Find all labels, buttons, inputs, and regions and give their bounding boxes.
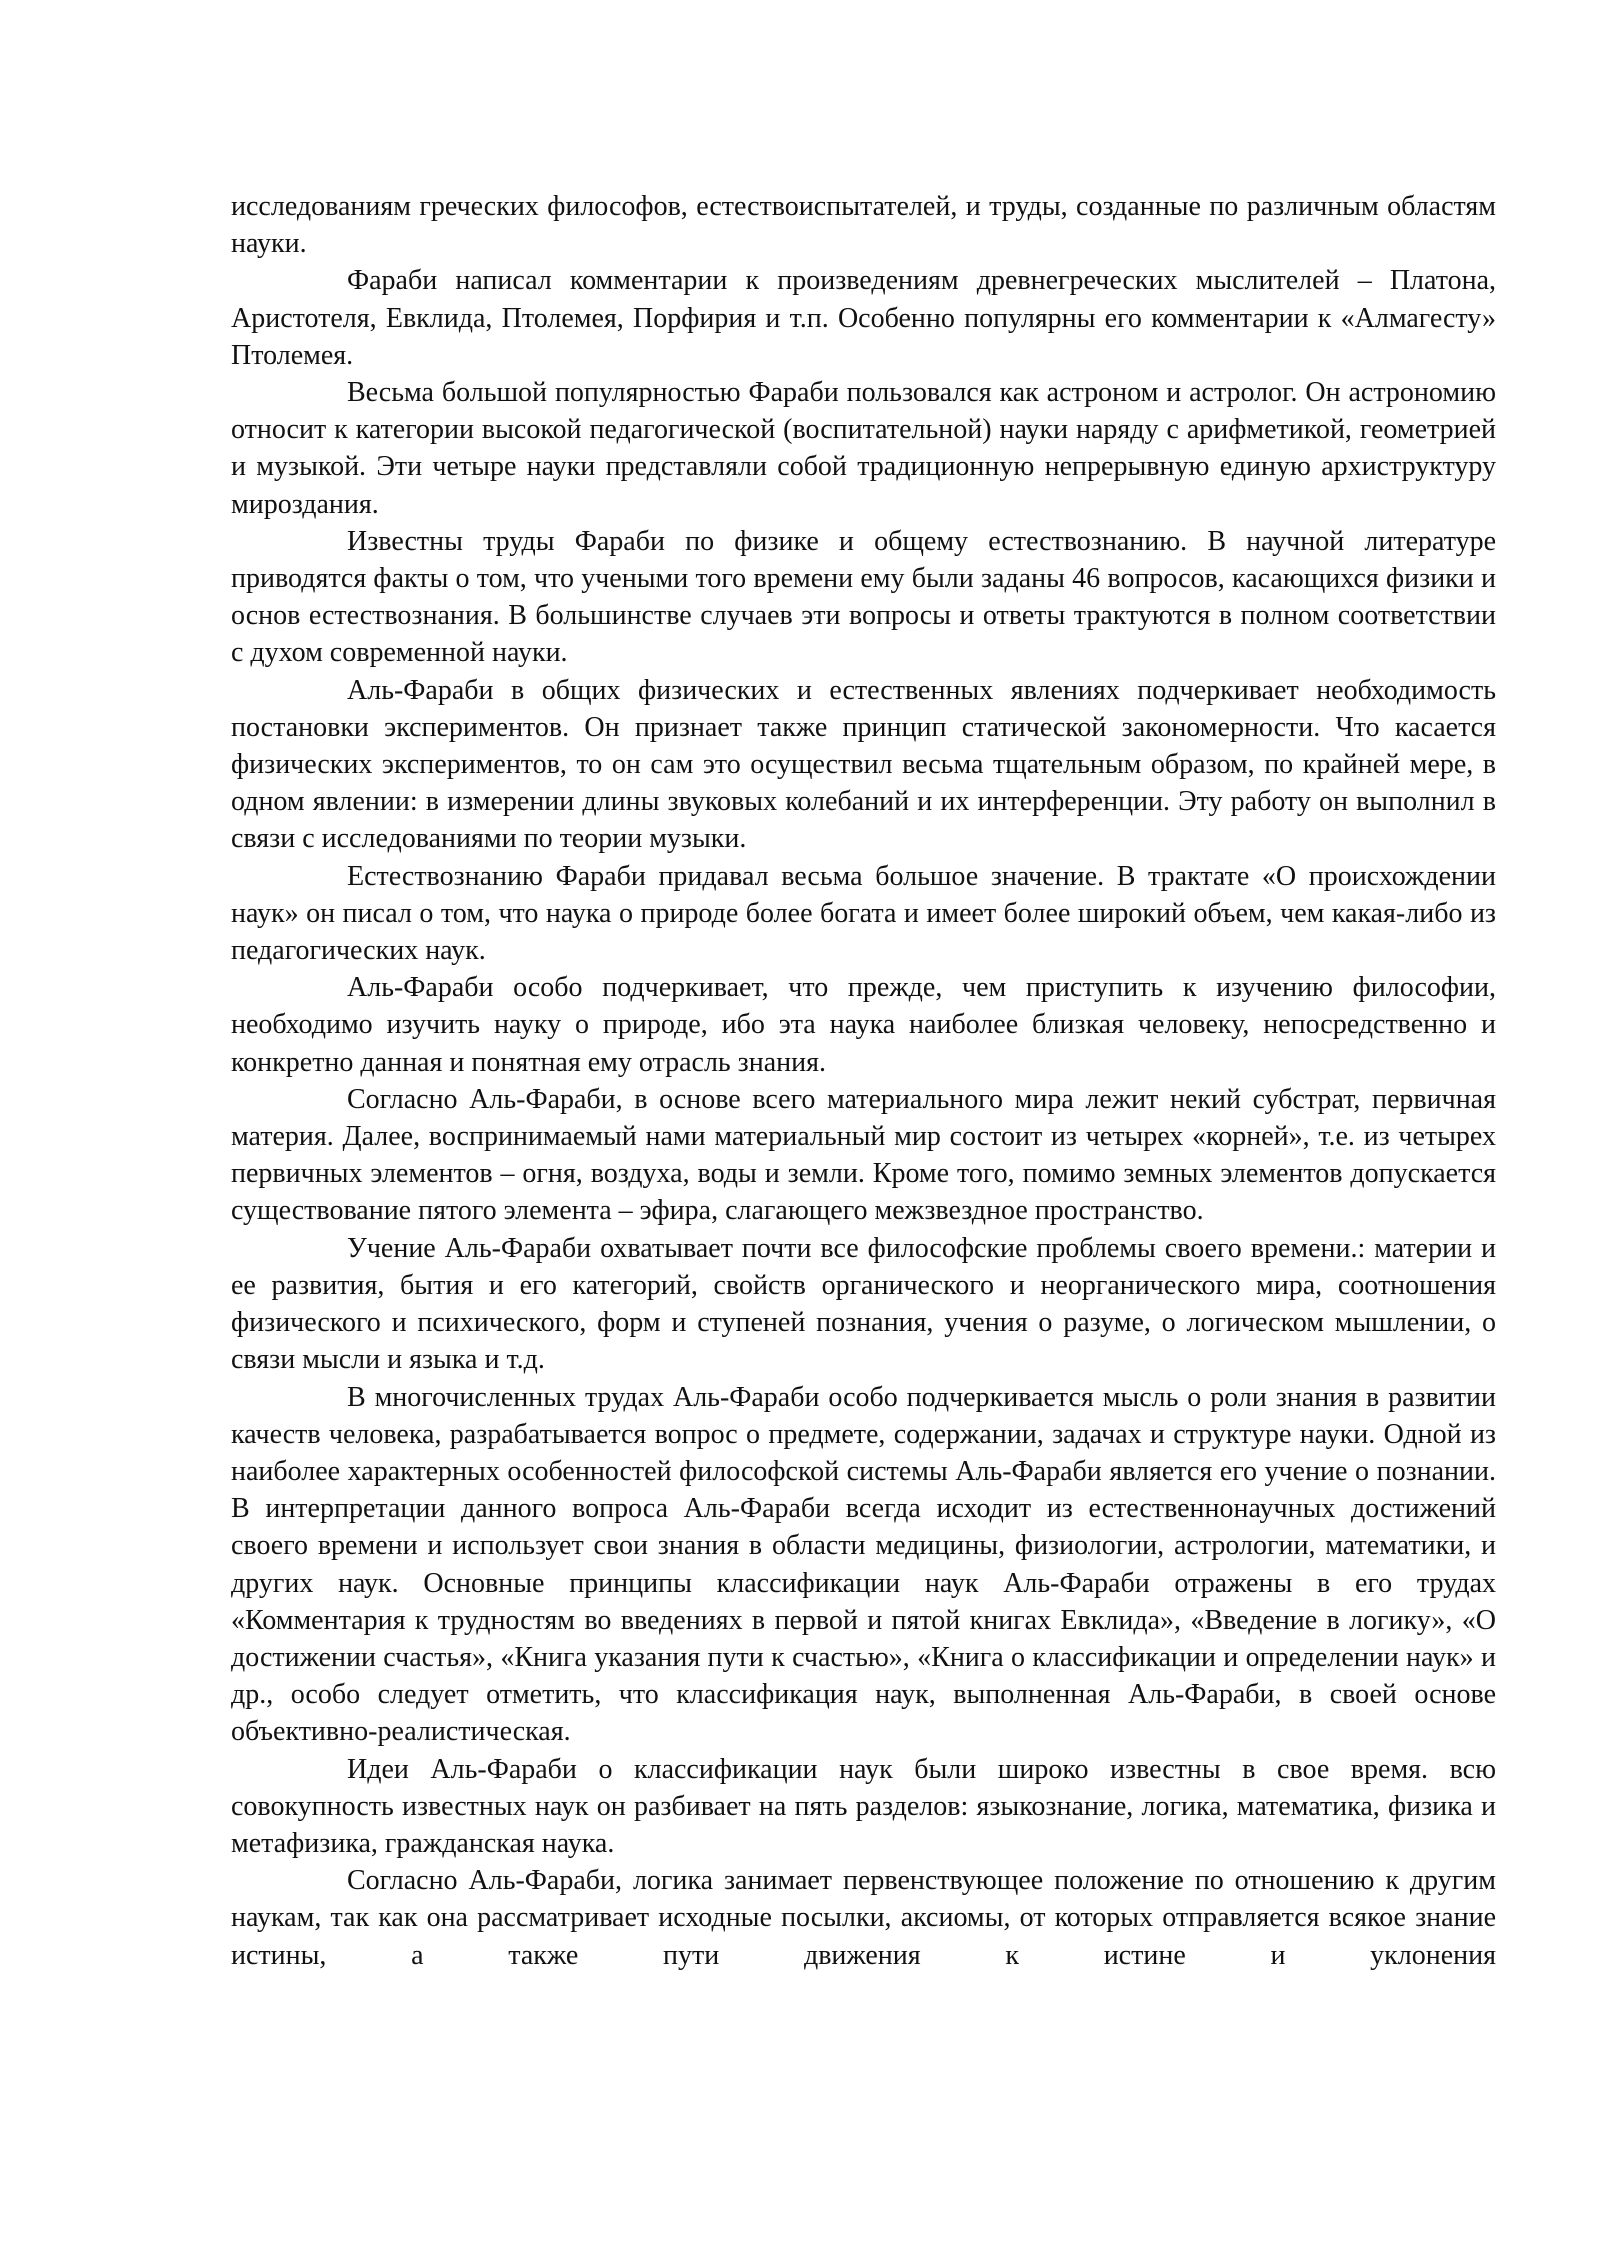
paragraph-physics-works: Известны труды Фараби по физике и общему естествознанию. В научной литературе приводятся факты о том, что учеными того времени ему были заданы 46 вопросов, касающихся физики и основ естествознания. В большинстве случаев эти вопросы и ответы трактуются в полном соответствии с духом современной науки. [231,525,1496,669]
document-page [231,188,1496,1974]
paragraph-role-of-knowledge: В многочисленных трудах Аль-Фараби особо подчеркивается мысль о роли знания в развитии качеств человека, разрабатывается вопрос о предмете, содержании, задачах и структуре науки. Одной из наиболее характерных особенностей философской системы Аль-Фараби является его учение о познании. В интерпретации данного вопроса Аль-Фараби всегда исходит из естественнонаучных достижений своего времени и использует свои знания в области медицины, физиологии, астрологии, математики, и других наук. Основные принципы классификации наук Аль-Фараби отражены в его трудах «Комментария к трудностям во введениях в первой и пятой книгах Евклида», «Введение в логику», «О достижении счастья», «Книга указания пути к счастью», «Книга о классификации и определении наук» и др., особо следует отметить, что классификация наук, выполненная Аль-Фараби, в своей основе объективно-реалистическая. [231,1381,1496,1748]
paragraph-primary-matter: Согласно Аль-Фараби, в основе всего материального мира лежит некий субстрат, первичная материя. Далее, воспринимаемый нами материальный мир состоит из четырех «корней», т.е. из четырех первичных элементов – огня, воздуха, воды и земли. Кроме того, помимо земных элементов допускается существование пятого элемента – эфира, слагающего межзвездное пространство. [231,1083,1496,1227]
paragraph-classification-of-sciences: Идеи Аль-Фараби о классификации наук были широко известны в свое время. всю совокупность известных наук он разбивает на пять разделов: языкознание, логика, математика, физика и метафизика, гражданская наука. [231,1753,1496,1859]
paragraph-study-of-nature: Аль-Фараби особо подчеркивает, что прежде, чем приступить к изучению философии, необходимо изучить науку о природе, ибо эта наука наиболее близкая человеку, непосредственно и конкретно данная и понятная ему отрасль знания. [231,972,1496,1078]
paragraph-natural-science: Естествознанию Фараби придавал весьма большое значение. В трактате «О происхождении наук» он писал о том, что наука о природе более богата и имеет более широкий объем, чем какая-либо из педагогических наук. [231,860,1496,967]
paragraph-astronomy: Весьма большой популярностью Фараби пользовался как астроном и астролог. Он астрономию относит к категории высокой педагогической (воспитательной) науки наряду с арифметикой, геометрией и музыкой. Эти четыре науки представляли собой традиционную непрерывную единую архиструктуру мироздания. [231,377,1496,520]
paragraph-farabi-commentaries: Фараби написал комментарии к произведениям древнегреческих мыслителей – Платона, Аристотеля, Евклида, Птолемея, Порфирия и т.п. Особенно популярны его комментарии к «Алмагесту» Птолемея. [231,265,1496,371]
paragraph-philosophical-problems: Учение Аль-Фараби охватывает почти все философские проблемы своего времени.: материи и ее развития, бытия и его категорий, свойств органического и неорганического мира, соотношения физического и психического, форм и ступеней познания, учения о разуме, о логическом мышлении, о связи мысли и языка и т.д. [231,1232,1496,1376]
paragraph-continuation: исследованиям греческих философов, естествоиспытателей, и труды, созданные по различным областям науки. [231,191,1496,260]
paragraph-experiments: Аль-Фараби в общих физических и естественных явлениях подчеркивает необходимость постановки экспериментов. Он признает также принцип статической закономерности. Что касается физических экспериментов, то он сам это осуществил весьма тщательным образом, по крайней мере, в одном явлении: в измерении длины звуковых колебаний и их интерференции. Эту работу он выполнил в связи с исследованиями по теории музыки. [231,674,1496,855]
paragraph-logic: Согласно Аль-Фараби, логика занимает первенствующее положение по отношению к другим наукам, так как она рассматривает исходные посылки, аксиомы, от которых отправляется всякое знание истины, а также пути движения к истине и уклонения [231,1865,1496,1971]
